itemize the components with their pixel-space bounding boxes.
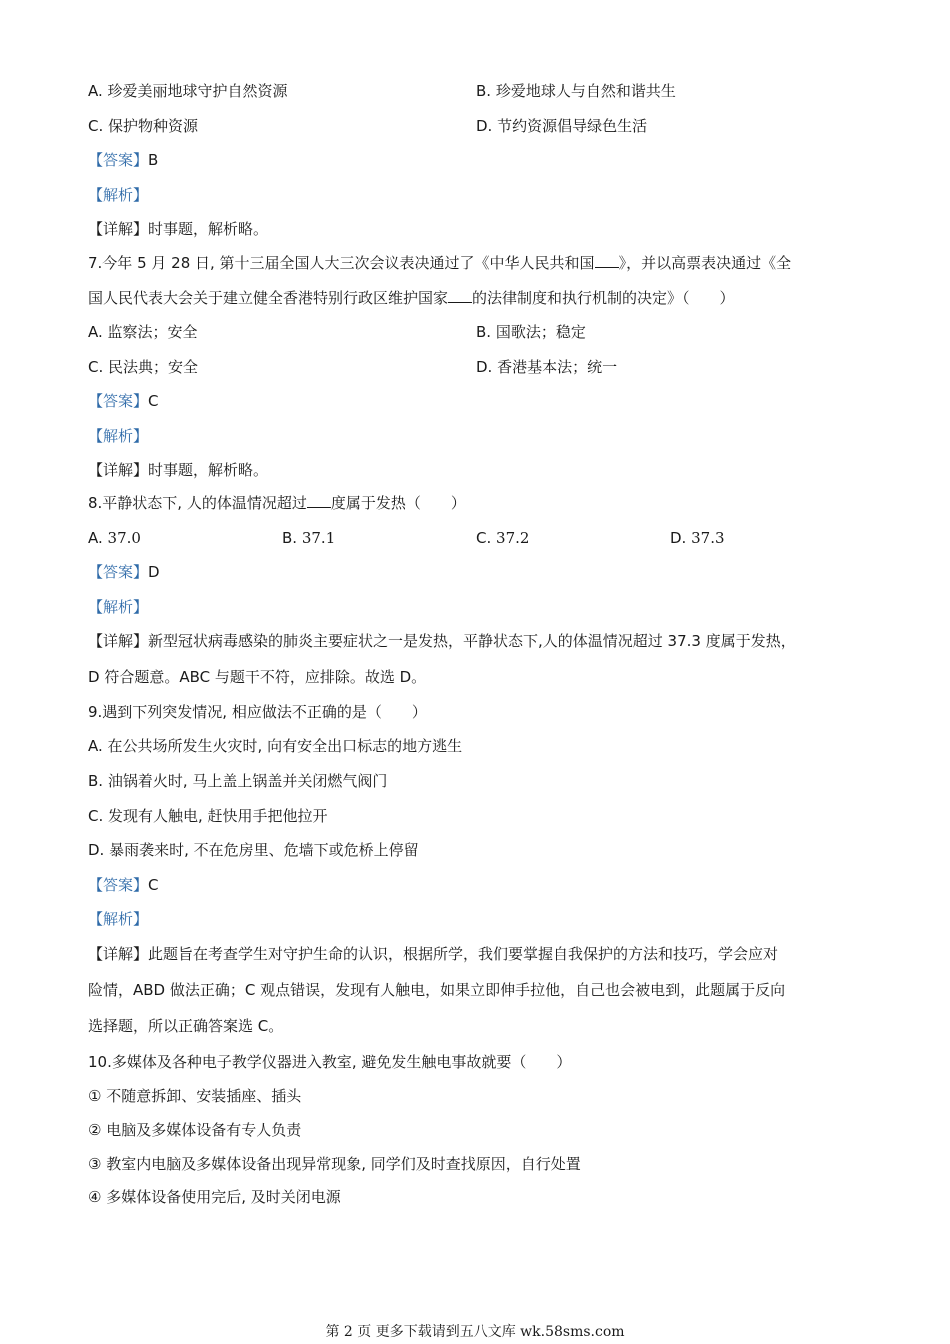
q9-option-c: C. 发现有人触电, 赶快用手把他拉开 [88,807,328,825]
q7-option-a: A. 监察法；安全 [88,323,198,341]
q10-item-2: ② 电脑及多媒体设备有专人负责 [88,1121,302,1139]
option-value: 37.2 [496,529,530,547]
q9-stem: 9.遇到下列突发情况, 相应做法不正确的是（ ） [88,703,427,721]
q7-stem-text-2b: 的法律制度和执行机制的决定》（ ） [472,289,735,307]
q7-stem-line1 [88,252,791,274]
q8-stem-text-b: 度属于发热（ ） [330,494,466,512]
q6-answer [88,149,158,171]
analysis-tag: 【解析】 [88,910,149,928]
answer-tag: 【答案】 [88,876,149,894]
q7-detail [88,459,268,481]
q6-option-b: B. 珍爱地球人与自然和谐共生 [476,82,676,100]
q7-option-b: B. 国歌法；稳定 [476,323,586,341]
option-value: 37.0 [107,529,141,547]
q8-detail-line2: D 符合题意。ABC 与题干不符，应排除。故选 D。 [88,668,427,686]
page-footer: 第 2 页 更多下载请到五八文库 wk.58sms.com [325,1324,625,1340]
q9-option-b: B. 油锅着火时, 马上盖上锅盖并关闭燃气阀门 [88,772,388,790]
detail-text: 新型冠状病毒感染的肺炎主要症状之一是发热，平静状态下,人的体温情况超过 37.3 度属于发热， [148,632,796,650]
q10-stem: 10.多媒体及各种电子教学仪器进入教室, 避免发生触电事故就要（ ） [88,1053,572,1071]
q8-detail-line1 [88,630,796,652]
q8-option-d [670,527,725,549]
answer-blank [448,288,472,303]
answer-value: C [148,876,159,894]
q7-stem-line2 [88,287,735,309]
q7-option-c: C. 民法典；安全 [88,358,199,376]
answer-blank [595,253,619,268]
q8-stem [88,492,466,514]
q8-answer [88,561,160,583]
q10-item-4: ④ 多媒体设备使用完后, 及时关闭电源 [88,1188,341,1206]
answer-tag: 【答案】 [88,563,149,581]
answer-value: C [148,392,159,410]
q9-detail-line2: 险情，ABD 做法正确；C 观点错误，发现有人触电，如果立即伸手拉他，自己也会被电到，此题属于反向 [88,981,786,999]
q7-answer [88,390,159,412]
q9-answer [88,874,159,896]
q9-analysis [88,908,148,930]
detail-text: 时事题，解析略。 [148,461,269,479]
q6-analysis [88,184,148,206]
q8-stem-text-a: 8.平静状态下, 人的体温情况超过 [88,494,307,512]
q8-option-a [88,527,141,549]
option-label: D. [670,529,687,547]
q8-option-c [476,527,529,549]
detail-tag: 【详解】 [88,945,149,963]
option-value: 37.1 [301,529,336,547]
q9-option-a: A. 在公共场所发生火灾时, 向有安全出口标志的地方逃生 [88,737,463,755]
analysis-tag: 【解析】 [88,598,149,616]
q7-option-d: D. 香港基本法；统一 [476,358,618,376]
detail-text: 时事题，解析略。 [148,220,269,238]
option-label: A. [88,529,103,547]
analysis-tag: 【解析】 [88,427,149,445]
q9-detail-line1 [88,943,778,965]
option-value: 37.3 [691,529,725,547]
q10-item-1: ① 不随意拆卸、安装插座、插头 [88,1087,302,1105]
answer-blank [307,493,331,508]
detail-tag: 【详解】 [88,461,149,479]
q9-detail-line3: 选择题，所以正确答案选 C。 [88,1017,284,1035]
analysis-tag: 【解析】 [88,186,149,204]
answer-value: D [148,563,160,581]
q8-analysis [88,596,148,618]
option-label: B. [282,529,298,547]
q7-stem-text-1b: 》，并以高票表决通过《全 [618,254,792,272]
answer-tag: 【答案】 [88,392,149,410]
q6-option-a: A. 珍爱美丽地球守护自然资源 [88,82,288,100]
q7-analysis [88,425,148,447]
q6-option-d: D. 节约资源倡导绿色生活 [476,117,648,135]
q10-item-3: ③ 教室内电脑及多媒体设备出现异常现象, 同学们及时查找原因，自行处置 [88,1155,581,1173]
q6-detail [88,218,268,240]
detail-tag: 【详解】 [88,220,149,238]
q8-option-b [282,527,335,549]
detail-text: 此题旨在考查学生对守护生命的认识，根据所学，我们要掌握自我保护的方法和技巧，学会应对 [148,945,779,963]
answer-value: B [148,151,159,169]
q7-stem-text-1a: 7.今年 5 月 28 日, 第十三届全国人大三次会议表决通过了《中华人民共和国 [88,254,595,272]
q9-option-d: D. 暴雨袭来时, 不在危房里、危墙下或危桥上停留 [88,841,419,859]
q6-option-c: C. 保护物种资源 [88,117,199,135]
answer-tag: 【答案】 [88,151,149,169]
q7-stem-text-2a: 国人民代表大会关于建立健全香港特别行政区维护国家 [88,289,449,307]
option-label: C. [476,529,492,547]
detail-tag: 【详解】 [88,632,149,650]
